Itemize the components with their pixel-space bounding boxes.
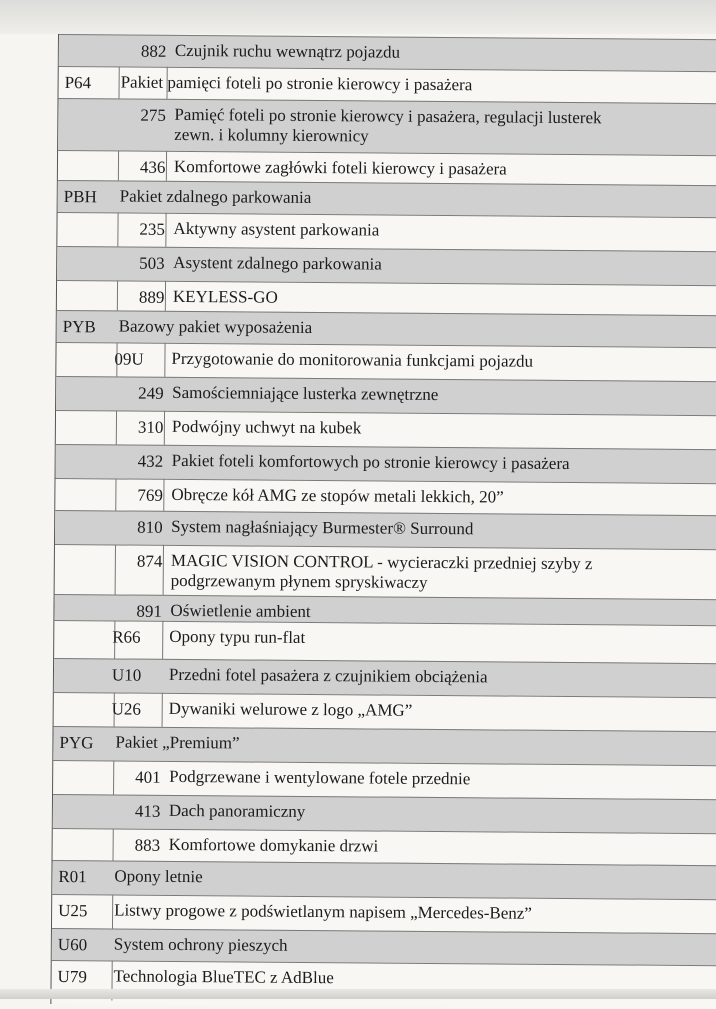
table-row [56, 410, 716, 449]
option-code: R01 [58, 867, 87, 887]
table-row [52, 894, 716, 933]
option-description: Podwójny uchwyt na kubek [171, 416, 362, 438]
option-code: 769 [137, 485, 163, 505]
table-row [57, 212, 716, 251]
option-description: Opony letnie [114, 866, 203, 887]
option-description: Pakiet „Premium” [115, 732, 240, 753]
option-description: Opony typu run-flat [169, 626, 306, 647]
table-row [54, 658, 716, 697]
table-row [53, 828, 716, 865]
option-code: 413 [134, 801, 161, 821]
option-code: 401 [135, 767, 161, 787]
table-row [56, 376, 716, 415]
table-row [57, 246, 716, 285]
option-code: 09U [114, 349, 144, 369]
option-description: Pakiet zdalnego parkowania [119, 186, 312, 207]
table-row [53, 760, 716, 799]
option-code: U25 [58, 901, 88, 921]
option-code: 503 [139, 253, 165, 273]
option-code: R66 [112, 627, 141, 647]
table-row [57, 310, 716, 347]
option-description: MAGIC VISION CONTROL - wycieraczki przedniej szyby z [170, 550, 593, 574]
equipment-table [50, 34, 716, 1009]
option-description: Przedni fotel pasażera z czujnikiem obciążenia [168, 664, 488, 687]
option-description: Czujnik ruchu wewnątrz pojazdu [174, 40, 401, 62]
table-row [58, 98, 716, 155]
option-description: Obręcze kół AMG ze stopów metali lekkich, 20” [171, 484, 504, 507]
option-description: Przygotowanie do monitorowania funkcjami pojazdu [171, 348, 534, 371]
option-description: Aktywny asystent parkowania [173, 218, 380, 240]
table-row [56, 444, 716, 483]
option-code: PBH [63, 187, 97, 207]
page-top-shadow [0, 0, 716, 34]
table-row [58, 180, 716, 217]
option-code: 874 [136, 551, 163, 571]
table-row [53, 794, 716, 833]
table-row [54, 620, 716, 663]
option-description: Pakiet foteli komfortowych po stronie kierowcy i pasażera [171, 450, 570, 474]
option-code: 882 [140, 41, 167, 61]
page-bottom-shadow [0, 989, 716, 999]
option-description: Oświetlenie ambient [170, 600, 311, 622]
option-description: KEYLESS-GO [172, 286, 278, 307]
option-code: U79 [57, 967, 87, 987]
option-description: Podgrzewane i wentylowane fotele przednie [169, 766, 471, 789]
table-row [55, 510, 716, 549]
option-description: Pakiet pamięci foteli po stronie kierowcy i pasażera [120, 72, 473, 95]
table-row [52, 860, 716, 899]
option-code: 883 [134, 835, 161, 855]
option-description-continued: zewn. i kolumny kierownicy [174, 124, 369, 146]
option-description: Samościemniające lusterka zewnętrzne [172, 382, 439, 404]
option-description: Dach panoramiczny [168, 800, 306, 821]
option-code: 310 [137, 417, 164, 437]
option-code: P64 [64, 73, 92, 93]
option-code: U10 [111, 665, 142, 685]
option-code: PYG [59, 733, 94, 753]
option-code: 436 [139, 157, 166, 177]
option-code: 275 [140, 105, 166, 125]
option-code: U60 [57, 935, 88, 955]
table-row [53, 726, 716, 765]
option-description-continued: podgrzewanym płynem spryskiwaczy [170, 570, 428, 592]
table-row [52, 928, 716, 965]
table-row [55, 544, 716, 599]
table-row [54, 692, 716, 731]
option-description: Komfortowe domykanie drzwi [168, 834, 379, 856]
table-row [56, 342, 716, 381]
option-code: U26 [111, 699, 142, 719]
option-description: Pamięć foteli po stronie kierowcy i pasażera, regulacji lusterek [174, 104, 602, 128]
table-row [59, 34, 716, 71]
option-description: Technologia BlueTEC z AdBlue [113, 966, 334, 988]
option-code: PYB [62, 317, 96, 337]
option-description: Komfortowe zagłówki foteli kierowcy i pasażera [173, 156, 507, 179]
option-code: 249 [138, 383, 164, 403]
option-code: 432 [137, 451, 164, 471]
table-row [58, 66, 716, 103]
option-description: Listwy progowe z podświetlanym napisem „Mercedes-Benz” [114, 900, 532, 923]
option-description: Bazowy pakiet wyposażenia [118, 316, 313, 338]
option-description: Asystent zdalnego parkowania [173, 252, 382, 274]
option-code: 891 [136, 601, 163, 621]
option-description: Dywaniki welurowe z logo „AMG” [168, 698, 413, 720]
option-description: System ochrony pieszych [113, 934, 288, 955]
table-row [55, 478, 716, 515]
option-code: 810 [137, 517, 163, 537]
option-code: 889 [138, 287, 165, 307]
option-description: System nagłaśniający Burmester® Surround [171, 516, 474, 539]
option-code: 235 [139, 219, 166, 239]
